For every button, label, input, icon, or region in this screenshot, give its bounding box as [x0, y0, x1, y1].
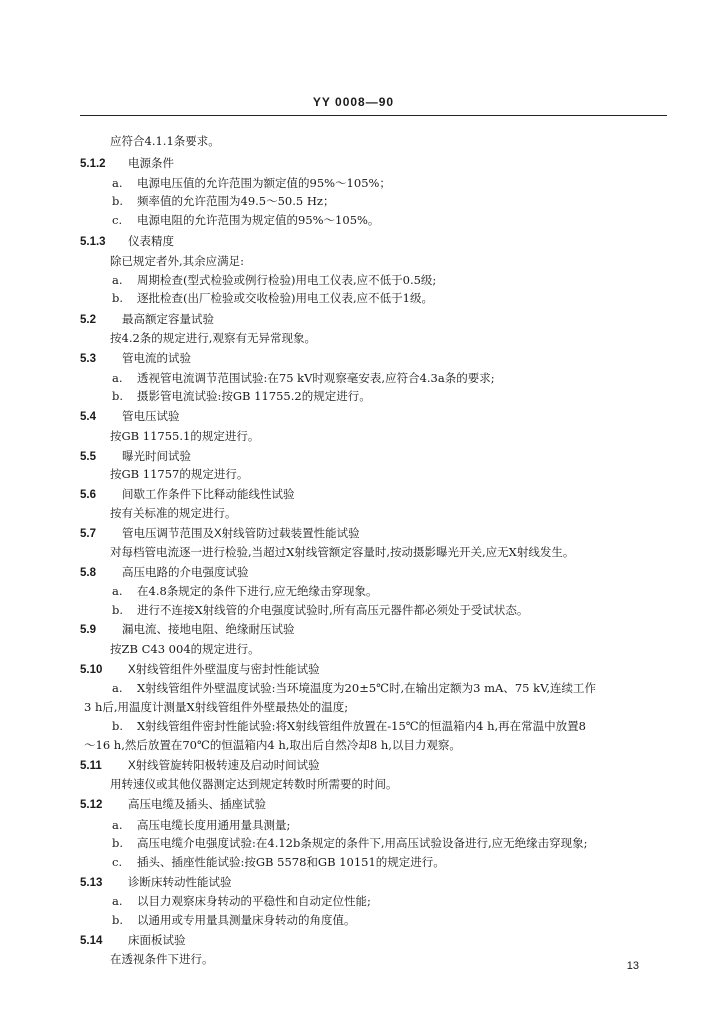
section-title: X射线管旋转阳极转速及启动时间试验: [128, 760, 320, 772]
section-number: 5.10: [80, 664, 103, 676]
line-text: 按ZB C43 004的规定进行。: [110, 642, 260, 656]
section-number: 5.3: [80, 353, 96, 365]
line-text: 进行不连接X射线管的介电强度试验时,所有高压元器件都必须处于受试状态。: [137, 603, 529, 617]
section-number: 5.14: [80, 935, 103, 947]
line-text: 以目力观察床身转动的平稳性和自动定位性能;: [137, 894, 371, 908]
section-title: 高压电缆及插头、插座试验: [128, 799, 266, 811]
item-marker: b.: [112, 389, 124, 403]
item-marker: a.: [112, 584, 123, 598]
line-text: 摄影管电流试验:按GB 11755.2的规定进行。: [137, 389, 371, 403]
item-marker: b.: [112, 719, 124, 733]
item-marker: c.: [112, 855, 123, 869]
section-number: 5.4: [80, 411, 96, 423]
section-number: 5.1.3: [80, 236, 106, 248]
line-text: 频率值的允许范围为49.5～50.5 Hz；: [137, 194, 335, 208]
section-number: 5.1.2: [80, 158, 106, 170]
line-text: X射线管组件密封性能试验:将X射线管组件放置在-15℃的恒温箱内4 h,再在常温中放置8: [137, 719, 586, 733]
line-text: 逐批检查(出厂检验或交收检验)用电工仪表,应不低于1级。: [137, 291, 433, 305]
section-title: 高压电路的介电强度试验: [122, 567, 249, 579]
item-marker: c.: [112, 213, 123, 227]
line-text: 在透视条件下进行。: [110, 952, 214, 966]
section-number: 5.9: [80, 624, 96, 636]
line-text: 以通用或专用量具测量床身转动的角度值。: [137, 913, 356, 927]
section-title: 管电流的试验: [122, 353, 191, 365]
section-number: 5.5: [80, 451, 96, 463]
page-number: 13: [626, 960, 639, 972]
header-rule: [80, 115, 667, 116]
line-text: 应符合4.1.1条要求。: [110, 134, 220, 148]
line-text: 电源电压值的允许范围为额定值的95%～105%；: [137, 176, 391, 190]
section-title: X射线管组件外壁温度与密封性能试验: [128, 664, 320, 676]
section-number: 5.11: [80, 760, 102, 772]
section-number: 5.8: [80, 567, 96, 579]
section-title: 管电压调节范围及X射线管防过载装置性能试验: [122, 528, 360, 540]
line-text: 除已规定者外,其余应满足:: [110, 254, 245, 268]
item-marker: b.: [112, 291, 124, 305]
line-text: 3 h后,用温度计测量X射线管组件外壁最热处的温度;: [84, 700, 349, 714]
line-text: ～16 h,然后放置在70℃的恒温箱内4 h,取出后自然冷却8 h,以目力观察。: [84, 738, 461, 752]
item-marker: a.: [112, 818, 123, 832]
item-marker: a.: [112, 681, 123, 695]
item-marker: a.: [112, 371, 123, 385]
item-marker: a.: [112, 894, 123, 908]
section-number: 5.2: [80, 314, 96, 326]
line-text: 插头、插座性能试验:按GB 5578和GB 10151的规定进行。: [137, 855, 445, 869]
line-text: 按GB 11755.1的规定进行。: [110, 429, 260, 443]
item-marker: b.: [112, 913, 124, 927]
line-text: 按有关标准的规定进行。: [110, 506, 237, 520]
line-text: 高压电缆介电强度试验:在4.12b条规定的条件下,用高压试验设备进行,应无绝缘击穿现象;: [137, 836, 588, 850]
section-title: 曝光时间试验: [122, 451, 191, 463]
line-text: 对每档管电流逐一进行检验,当超过X射线管额定容量时,按动摄影曝光开关,应无X射线发生。: [110, 545, 575, 559]
item-marker: b.: [112, 603, 124, 617]
line-text: X射线管组件外壁温度试验:当环境温度为20±5℃时,在输出定额为3 mA、75 kV,连续工作: [137, 681, 597, 695]
line-text: 在4.8条规定的条件下进行,应无绝缘击穿现象。: [137, 584, 378, 598]
section-number: 5.7: [80, 528, 96, 540]
line-text: 高压电缆长度用通用量具测量;: [137, 818, 291, 832]
line-text: 用转速仪或其他仪器测定达到规定转数时所需要的时间。: [110, 777, 398, 791]
section-title: 管电压试验: [122, 411, 180, 423]
item-marker: b.: [112, 194, 124, 208]
section-title: 最高额定容量试验: [122, 314, 214, 326]
line-text: 电源电阻的允许范围为规定值的95%～105%。: [137, 213, 380, 227]
section-title: 电源条件: [128, 158, 174, 170]
section-title: 漏电流、接地电阻、绝缘耐压试验: [122, 624, 295, 636]
line-text: 按GB 11757的规定进行。: [110, 467, 249, 481]
standard-code-header: YY 0008—90: [312, 95, 395, 109]
section-number: 5.13: [80, 877, 103, 889]
section-number: 5.6: [80, 489, 96, 501]
line-text: 透视管电流调节范围试验:在75 kV时观察毫安表,应符合4.3a条的要求;: [137, 371, 495, 385]
section-title: 间歇工作条件下比释动能线性试验: [122, 489, 295, 501]
item-marker: a.: [112, 273, 123, 287]
section-title: 床面板试验: [128, 935, 186, 947]
line-text: 周期检查(型式检验或例行检验)用电工仪表,应不低于0.5级;: [137, 273, 437, 287]
item-marker: a.: [112, 176, 123, 190]
section-title: 诊断床转动性能试验: [128, 877, 232, 889]
section-title: 仪表精度: [128, 236, 174, 248]
item-marker: b.: [112, 836, 124, 850]
section-number: 5.12: [80, 799, 103, 811]
line-text: 按4.2条的规定进行,观察有无异常现象。: [110, 331, 316, 345]
